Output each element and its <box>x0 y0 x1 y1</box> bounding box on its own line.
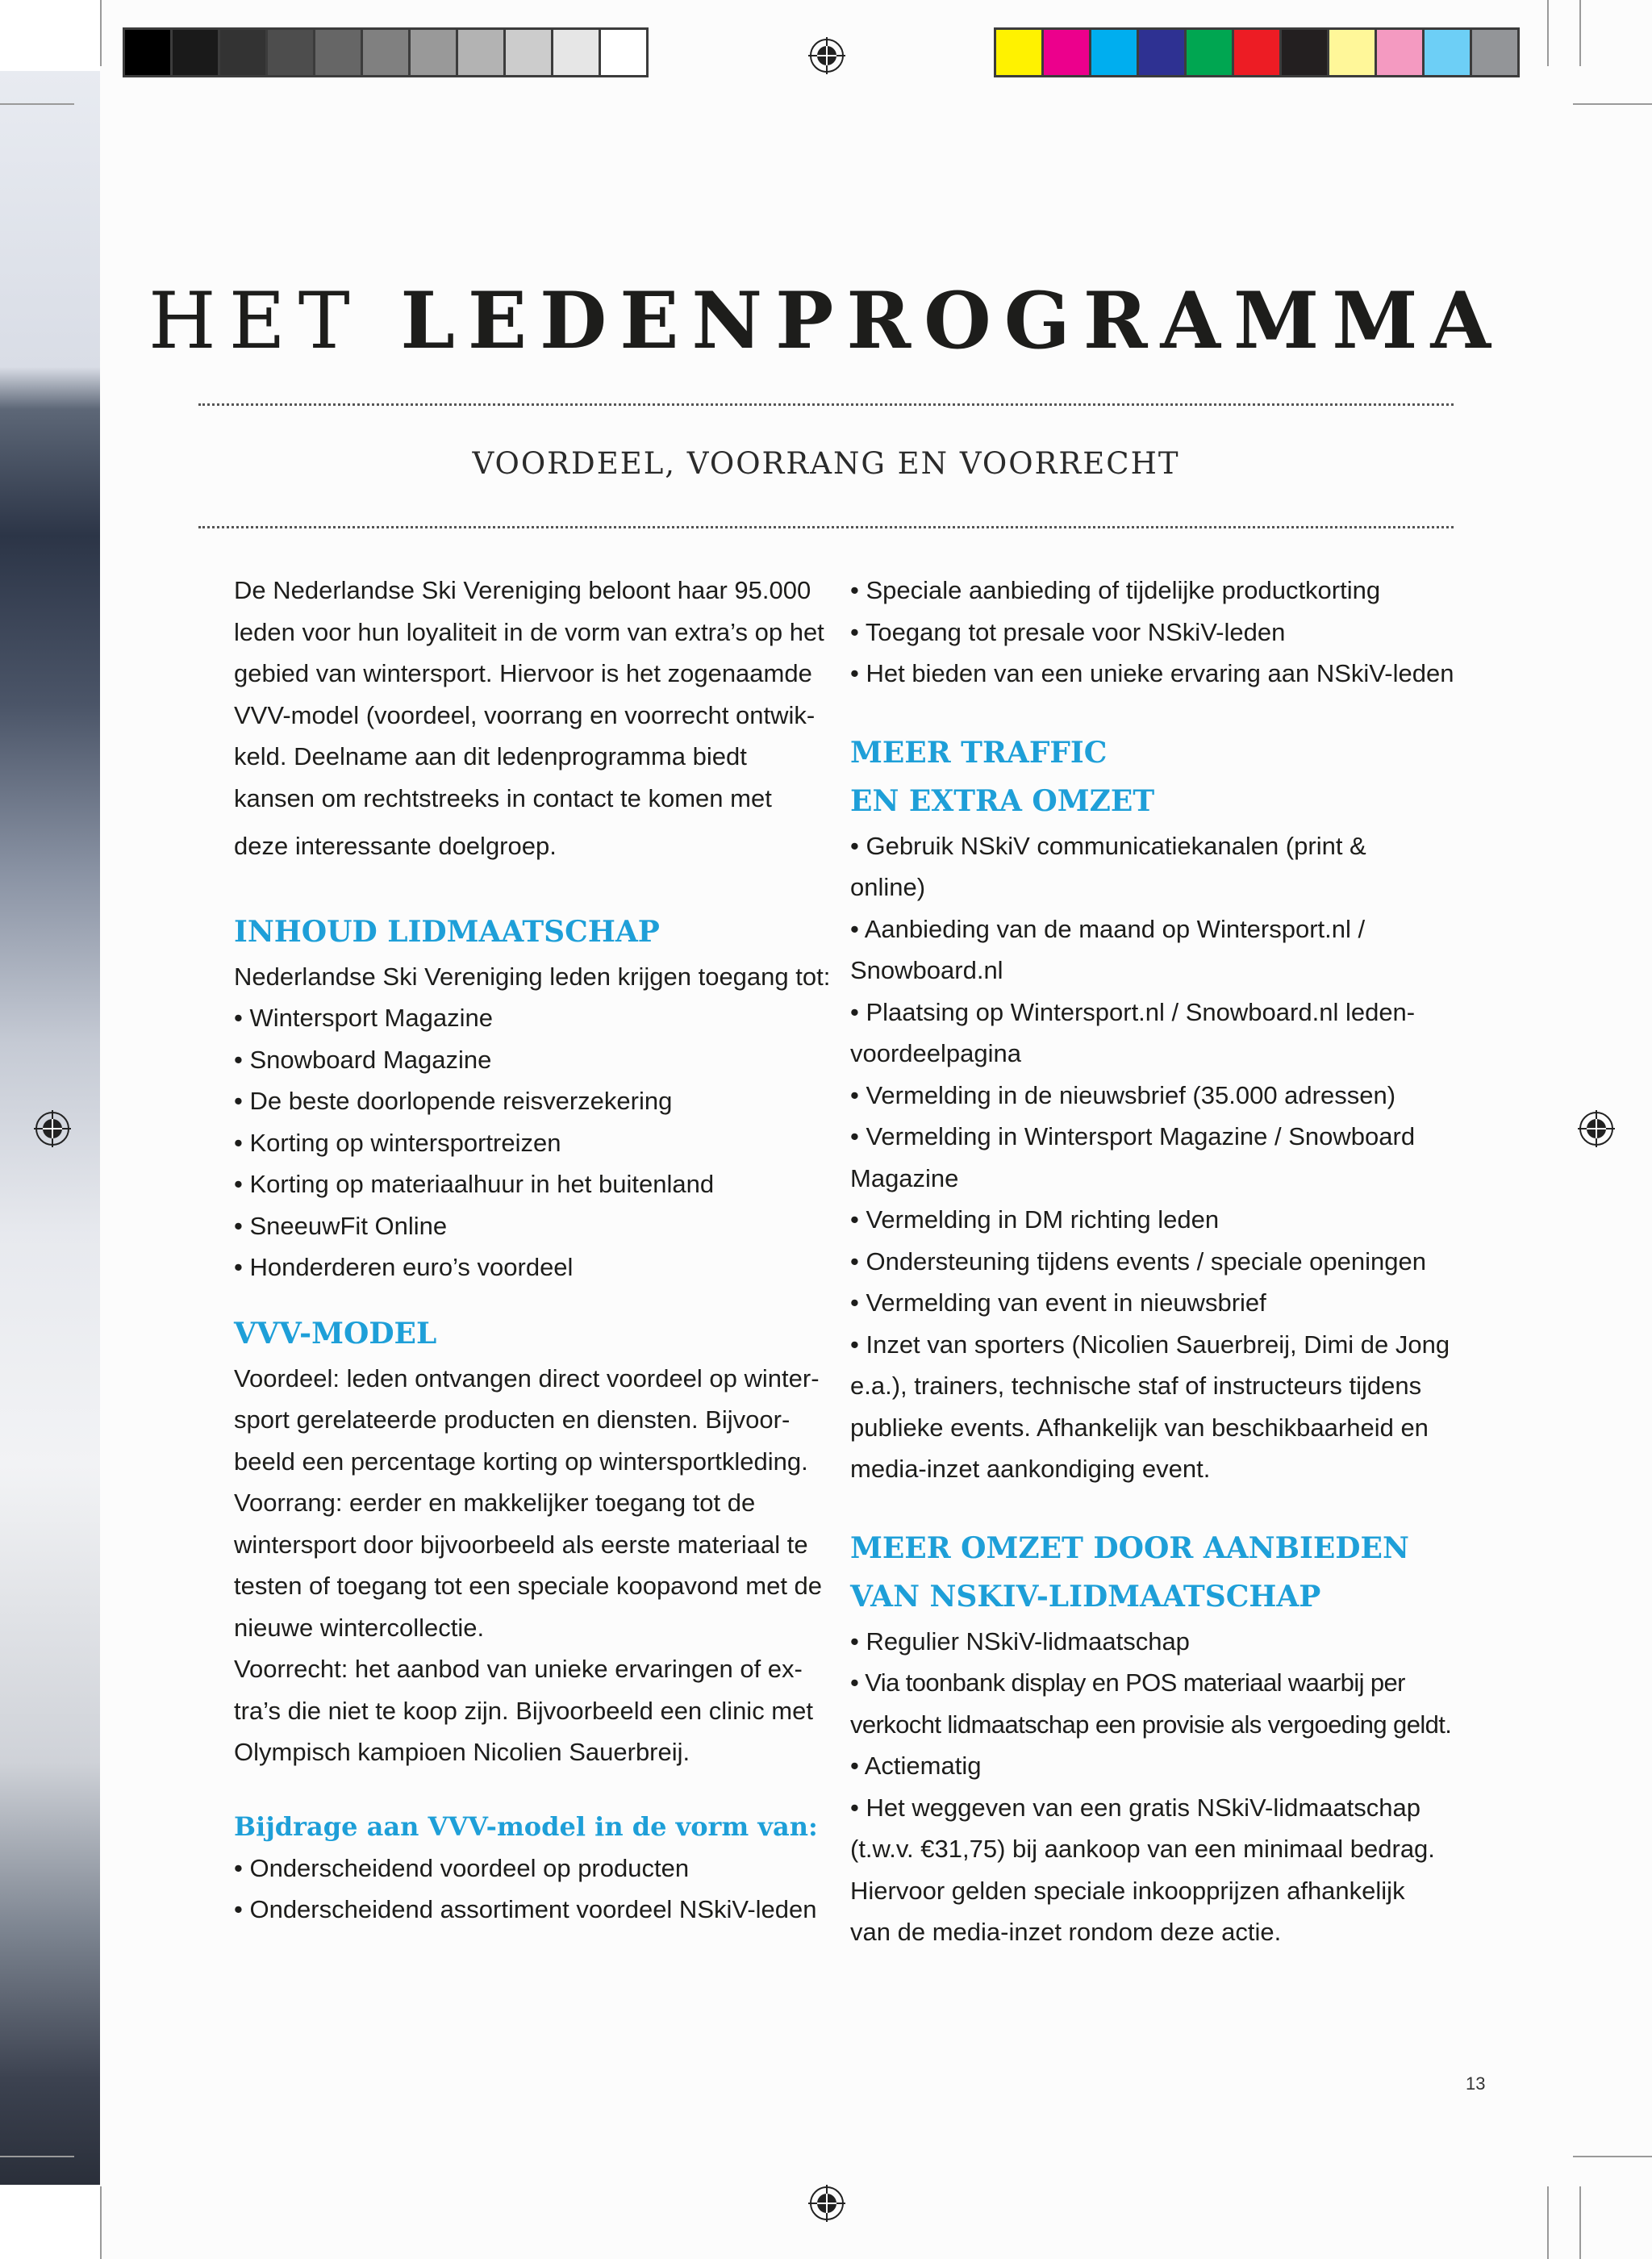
text-line: beeld een percentage korting op wintersportkleding. <box>234 1447 808 1476</box>
list-item: • Plaatsing op Wintersport.nl / Snowboard.nl leden- <box>850 997 1416 1026</box>
text-line: VVV-model (voordeel, voorrang en voorrecht ontwik- <box>234 700 816 729</box>
list-item: • Het weggeven van een gratis NSkiV-lidmaatschap <box>850 1793 1421 1822</box>
color-swatch <box>1425 30 1472 75</box>
gray-swatch <box>553 30 601 75</box>
list-item: • Regulier NSkiV-lidmaatschap <box>850 1626 1190 1656</box>
crop-mark <box>1579 0 1581 66</box>
list-item: • Speciale aanbieding of tijdelijke productkorting <box>850 576 1381 604</box>
text-line: van de media-inzet rondom deze actie. <box>850 1918 1282 1946</box>
intro-paragraph <box>234 570 824 867</box>
list-item: • De beste doorlopende reisverzekering <box>234 1087 673 1115</box>
gray-swatch <box>458 30 506 75</box>
section-heading-omzet-2: VAN NSKIV-LIDMAATSCHAP <box>850 1579 1321 1614</box>
grayscale-color-bar <box>123 27 649 77</box>
crop-mark <box>0 2156 74 2157</box>
text-line: De Nederlandse Ski Vereniging beloont haar 95.000 <box>234 576 811 604</box>
crop-mark <box>0 103 74 105</box>
gray-swatch <box>268 30 315 75</box>
page-title-bold: LEDENPROGRAMMA <box>400 275 1504 366</box>
list-item: • Wintersport Magazine <box>234 1004 493 1032</box>
list-item: • Toegang tot presale voor NSkiV-leden <box>850 617 1286 646</box>
list-item: • Ondersteuning tijdens events / speciale openingen <box>850 1246 1426 1276</box>
text-line: media-inzet aankondiging event. <box>850 1455 1211 1483</box>
text-line: deze interessante doelgroep. <box>234 832 557 860</box>
list-item: • Onderscheidend assortiment voordeel NSkiV-leden <box>234 1895 817 1923</box>
gray-swatch <box>315 30 363 75</box>
text-line: Hiervoor gelden speciale inkoopprijzen afhankelijk <box>850 1876 1405 1905</box>
text-line: Nederlandse Ski Vereniging leden krijgen toegang tot: <box>234 962 831 991</box>
list-item: • Vermelding in de nieuwsbrief (35.000 adressen) <box>850 1080 1396 1109</box>
text-line: online) <box>850 873 926 901</box>
gray-swatch <box>506 30 553 75</box>
dotted-divider <box>198 403 1454 406</box>
gray-swatch <box>601 30 646 75</box>
color-swatch <box>1234 30 1282 75</box>
list-item: • Korting op wintersportreizen <box>234 1128 561 1157</box>
crop-mark <box>100 2186 102 2259</box>
page-title-light: HET <box>148 276 363 366</box>
section-heading-inhoud: INHOUD LIDMAATSCHAP <box>234 914 660 949</box>
crop-mark <box>1573 2156 1652 2157</box>
color-swatch <box>1472 30 1517 75</box>
color-swatch <box>996 30 1044 75</box>
list-item: • Actiematig <box>850 1752 982 1780</box>
text-line: publieke events. Afhankelijk van beschikbaarheid en <box>850 1413 1429 1442</box>
left-column <box>234 570 831 1931</box>
text-line: wintersport door bijvoorbeeld als eerste materiaal te <box>234 1530 808 1559</box>
list-item: • Vermelding in DM richting leden <box>850 1205 1220 1234</box>
registration-mark-icon <box>808 2185 845 2222</box>
crop-mark <box>1547 2186 1549 2259</box>
text-line: testen of toegang tot een speciale koopavond met de <box>234 1572 823 1600</box>
list-item: • Via toonbank display en POS materiaal waarbij per <box>850 1668 1405 1697</box>
gray-swatch <box>173 30 220 75</box>
registration-mark-icon <box>34 1110 71 1147</box>
list-item: • Aanbieding van de maand op Wintersport.nl / <box>850 914 1366 943</box>
gray-swatch <box>125 30 173 75</box>
color-swatch <box>1329 30 1377 75</box>
text-line: Magazine <box>850 1163 959 1192</box>
list-item: • Vermelding van event in nieuwsbrief <box>850 1288 1266 1317</box>
list-item: • Honderderen euro’s voordeel <box>234 1253 574 1281</box>
crop-mark <box>1573 103 1652 105</box>
text-line: gebied van wintersport. Hiervoor is het zogenaamde <box>234 659 812 687</box>
text-line: verkocht lidmaatschap een provisie als vergoeding geldt. <box>850 1710 1452 1739</box>
list-item: • Inzet van sporters (Nicolien Sauerbreij, Dimi de Jong <box>850 1330 1450 1359</box>
text-line: e.a.), trainers, technische staf of instructeurs tijdens <box>850 1372 1422 1400</box>
registration-mark-icon <box>1578 1110 1615 1147</box>
color-swatch <box>1091 30 1139 75</box>
dotted-divider <box>198 526 1454 528</box>
color-swatch <box>1282 30 1329 75</box>
text-line: Voordeel: leden ontvangen direct voordeel op winter- <box>234 1363 820 1393</box>
list-item: • Korting op materiaalhuur in het buitenland <box>234 1170 715 1198</box>
list-item: • Snowboard Magazine <box>234 1045 492 1074</box>
list-item: • Onderscheidend voordeel op producten <box>234 1853 690 1882</box>
list-item: • SneeuwFit Online <box>234 1211 448 1240</box>
text-line: keld. Deelname aan dit ledenprogramma biedt <box>234 742 747 770</box>
section-heading-vvv: VVV-MODEL <box>234 1316 437 1351</box>
text-line: nieuwe wintercollectie. <box>234 1613 485 1642</box>
gray-swatch <box>220 30 268 75</box>
list-item: • Gebruik NSkiV communicatiekanalen (print & <box>850 831 1366 860</box>
color-swatch <box>1377 30 1425 75</box>
text-line: Voorrang: eerder en makkelijker toegang tot de <box>234 1489 756 1517</box>
color-swatch <box>1139 30 1187 75</box>
color-swatch <box>1044 30 1091 75</box>
registration-mark-icon <box>808 37 845 74</box>
text-line: Snowboard.nl <box>850 956 1003 984</box>
section-heading-omzet-1: MEER OMZET DOOR AANBIEDEN <box>850 1530 1409 1565</box>
process-color-bar <box>994 27 1520 77</box>
section-heading-bijdrage: Bijdrage aan VVV-model in de vorm van: <box>234 1810 818 1842</box>
section-heading-traffic-1: MEER TRAFFIC <box>850 735 1108 770</box>
crop-mark <box>1547 0 1549 66</box>
gray-swatch <box>363 30 411 75</box>
list-item: • Het bieden van een unieke ervaring aan NSkiV-leden <box>850 659 1454 687</box>
page-title <box>0 275 1652 366</box>
section-heading-traffic-2: EN EXTRA OMZET <box>850 783 1155 818</box>
list-item: • Vermelding in Wintersport Magazine / Snowboard <box>850 1122 1416 1150</box>
text-line: leden voor hun loyaliteit in de vorm van extra’s op het <box>234 617 824 646</box>
text-line: Olympisch kampioen Nicolien Sauerbreij. <box>234 1738 690 1766</box>
crop-mark <box>100 0 102 66</box>
text-line: sport gerelateerde producten en diensten. Bijvoor- <box>234 1405 791 1434</box>
gray-swatch <box>411 30 458 75</box>
text-line: voordeelpagina <box>850 1039 1022 1067</box>
color-swatch <box>1187 30 1234 75</box>
text-line: kansen om rechtstreeks in contact te komen met <box>234 783 772 812</box>
page-subtitle: VOORDEEL, VOORRANG EN VOORRECHT <box>472 446 1180 481</box>
text-line: (t.w.v. €31,75) bij aankoop van een minimaal bedrag. <box>850 1835 1435 1863</box>
text-line: Voorrecht: het aanbod van unieke ervaringen of ex- <box>234 1655 803 1683</box>
page-number: 13 <box>1466 2073 1486 2094</box>
text-line: tra’s die niet te koop zijn. Bijvoorbeeld een clinic met <box>234 1696 813 1725</box>
crop-mark <box>1579 2186 1581 2259</box>
right-column <box>850 570 1454 1953</box>
